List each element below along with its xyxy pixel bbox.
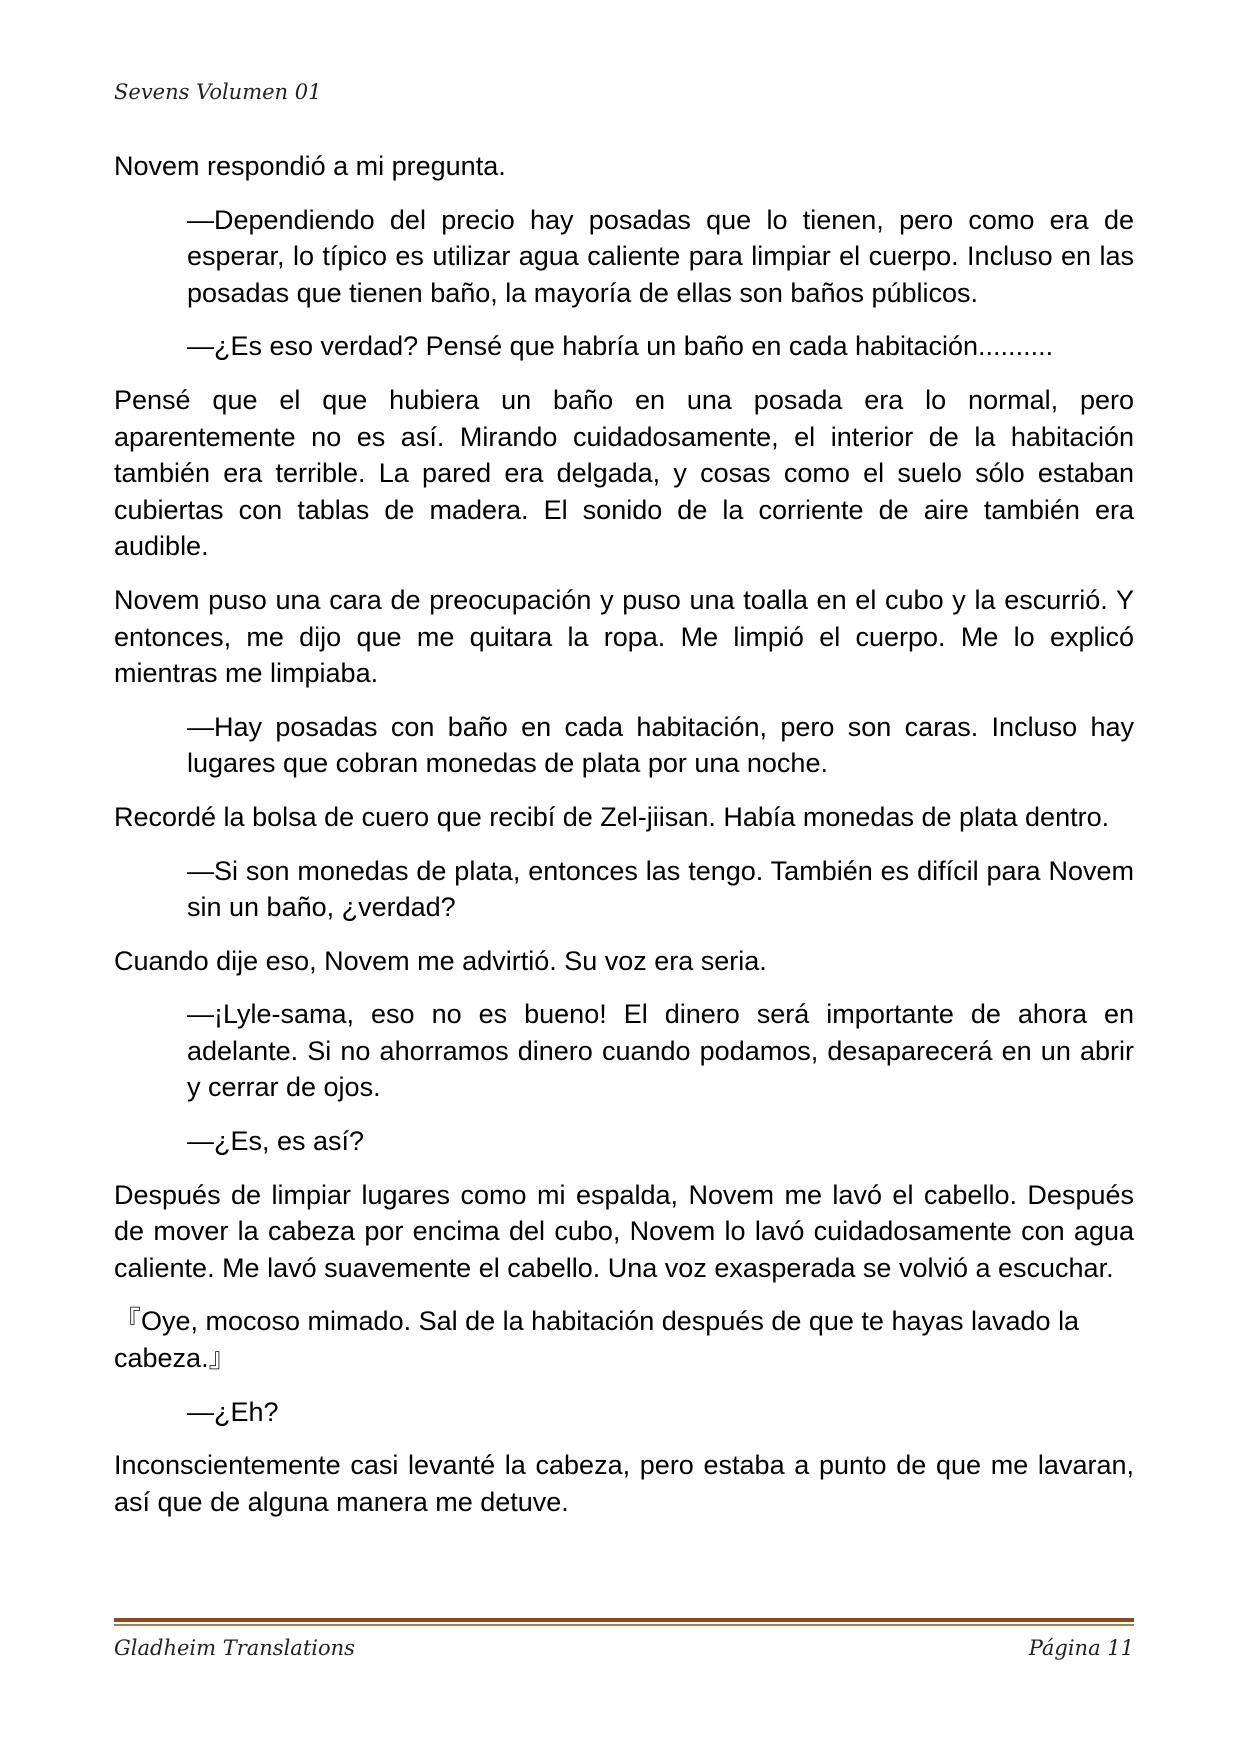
footer-divider bbox=[114, 1618, 1134, 1627]
footer-divider-thick bbox=[114, 1618, 1134, 1622]
paragraph: Novem respondió a mi pregunta. bbox=[114, 151, 506, 181]
paragraph: Pensé que el que hubiera un baño en una posada era lo normal, pero aparentemente no es así. Mirando cuidadosamente, el interior de la habitación también era terrible. La pared era delgada, y cosas como el suelo sólo estaban cubiertas con tablas de madera. El sonido de la corriente de aire también era audible. bbox=[114, 384, 1134, 562]
running-header: Sevens Volumen 01 bbox=[114, 80, 322, 104]
paragraph: Inconscientemente casi levanté la cabeza, pero estaba a punto de que me lavaran, así que de alguna manera me detuve. bbox=[114, 1450, 1134, 1517]
dialog-line: —Dependiendo del precio hay posadas que lo tienen, pero como era de esperar, lo típico es utilizar agua caliente para limpiar el cuerpo. Incluso en las posadas que tienen baño, la mayoría de ellas son baños públicos. bbox=[187, 204, 1134, 308]
telepathic-voice-line: 『Oye, mocoso mimado. Sal de la habitación después de que te hayas lavado la cabeza.』 bbox=[114, 1306, 1080, 1374]
paragraph: Después de limpiar lugares como mi espalda, Novem me lavó el cabello. Después de mover la cabeza por encima del cubo, Novem lo lavó cuidadosamente con agua caliente. Me lavó suavemente el cabello. Una voz exasperada se volvió a escuchar. bbox=[114, 1179, 1134, 1283]
dialog-line: —¿Es eso verdad? Pensé que habría un baño en cada habitación.......... bbox=[187, 331, 1054, 362]
footer-credit: Gladheim Translations bbox=[114, 1636, 355, 1660]
dialog-line: —¿Eh? bbox=[187, 1396, 279, 1427]
footer-divider-thin bbox=[114, 1624, 1134, 1626]
dialog-line: —Hay posadas con baño en cada habitación, pero son caras. Incluso hay lugares que cobran monedas de plata por una noche. bbox=[187, 711, 1134, 779]
paragraph: Recordé la bolsa de cuero que recibí de Zel-jiisan. Había monedas de plata dentro. bbox=[114, 801, 1110, 832]
body-text bbox=[114, 148, 1134, 1537]
paragraph: Cuando dije eso, Novem me advirtió. Su voz era seria. bbox=[114, 945, 767, 976]
dialog-line: —Si son monedas de plata, entonces las tengo. También es difícil para Novem sin un baño, ¿verdad? bbox=[187, 855, 1134, 923]
page-number: Página 11 bbox=[1028, 1636, 1134, 1660]
dialog-line: —¡Lyle-sama, eso no es bueno! El dinero será importante de ahora en adelante. Si no ahorramos dinero cuando podamos, desaparecerá en un abrir y cerrar de ojos. bbox=[187, 999, 1134, 1103]
paragraph: Novem puso una cara de preocupación y puso una toalla en el cubo y la escurrió. Y entonces, me dijo que me quitara la ropa. Me limpió el cuerpo. Me lo explicó mientras me limpiaba. bbox=[114, 584, 1134, 689]
dialog-line: —¿Es, es así? bbox=[187, 1126, 365, 1157]
